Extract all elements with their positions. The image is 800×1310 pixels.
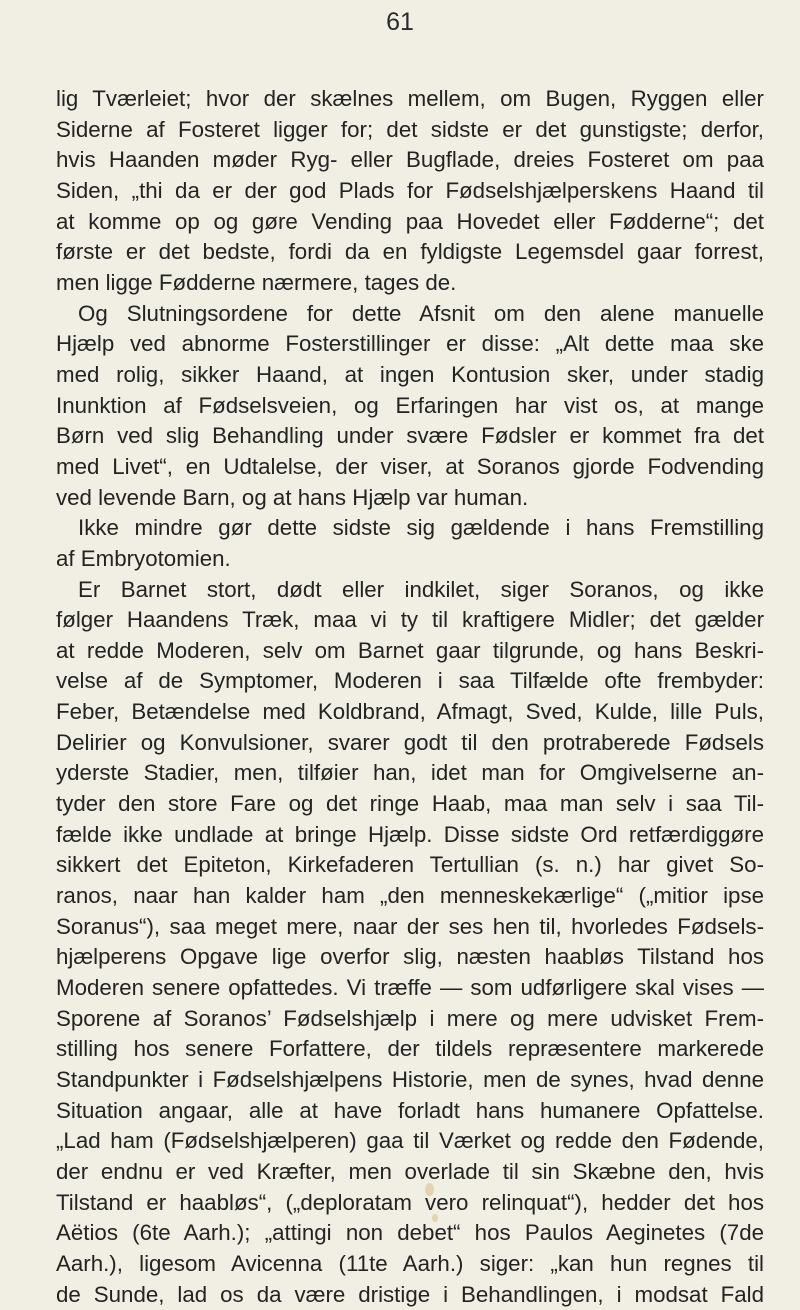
text-line: Og Slutningsordene for dette Afsnit om den alene manuelle xyxy=(78,300,764,326)
text-line: Hjælp ved abnorme Fosterstillinger er disse: „Alt dette maa ske xyxy=(56,331,764,357)
text-line: velse af de Symptomer, Moderen i saa Tilfælde ofte frembyder: xyxy=(56,668,764,694)
text-line: lig Tværleiet; hvor der skælnes mellem, om Bugen, Ryggen eller xyxy=(56,86,764,111)
text-line: sikkert det Epiteton, Kirkefaderen Tertullian (s. n.) har givet So- xyxy=(56,852,764,878)
text-line: der endnu er ved Kræfter, men overlade til sin Skæbne den, hvis xyxy=(56,1158,764,1184)
text-line: Tilstand er haabløs“, („deploratam vero relinquat“), hedder det hos xyxy=(56,1189,764,1215)
text-line: at komme op og gøre Vending paa Hovedet eller Fødderne“; det xyxy=(56,208,764,234)
text-line: at redde Moderen, selv om Barnet gaar tilgrunde, og hans Beskri- xyxy=(56,637,764,663)
paper-stain xyxy=(425,1183,434,1196)
text-line: Inunktion af Fødselsveien, og Erfaringen har vist os, at mange xyxy=(56,392,764,418)
text-line: Aarh.), ligesom Avicenna (11te Aarh.) siger: „kan hun regnes til xyxy=(56,1250,764,1276)
text-line: hvis Haanden møder Ryg- eller Bugflade, dreies Fosteret om paa xyxy=(56,147,764,173)
text-line: Siden, „thi da er der god Plads for Fødselshjælperskens Haand til xyxy=(56,177,764,203)
text-line: tyder den store Fare og det ringe Haab, maa man selv i saa Til- xyxy=(56,791,764,817)
text-line: fælde ikke undlade at bringe Hjælp. Disse sidste Ord retfærdiggøre xyxy=(56,821,764,847)
text-line: Er Barnet stort, dødt eller indkilet, siger Soranos, og ikke xyxy=(78,576,764,602)
text-line: yderste Stadier, men, tilføier han, idet man for Omgivelserne an- xyxy=(56,760,764,786)
text-line: de Sunde, lad os da være dristige i Behandlingen, i modsat Fald xyxy=(56,1281,764,1307)
text-line: ved levende Barn, og at hans Hjælp var human. xyxy=(56,484,529,510)
text-line: Aëtios (6te Aarh.); „attingi non debet“ hos Paulos Aeginetes (7de xyxy=(56,1220,764,1246)
text-line: Ikke mindre gør dette sidste sig gældende i hans Fremstilling xyxy=(78,515,764,541)
text-line: Feber, Betændelse med Koldbrand, Afmagt, Sved, Kulde, lille Puls, xyxy=(56,699,764,725)
text-line: Soranus“), saa meget mere, naar der ses hen til, hvorledes Fødsels- xyxy=(56,913,764,939)
text-line: første er det bedste, fordi da en fyldigste Legemsdel gaar forrest, xyxy=(56,239,764,265)
text-line: „Lad ham (Fødselshjælperen) gaa til Værket og redde den Fødende, xyxy=(56,1128,764,1154)
text-line: Moderen senere opfattedes. Vi træffe — som udførligere skal vises — xyxy=(56,975,764,1001)
text-line: ranos, naar han kalder ham „den menneskekærlige“ („mitior ipse xyxy=(56,883,764,909)
page-number: 61 xyxy=(386,8,414,36)
text-line: med Livet“, en Udtalelse, der viser, at Soranos gjorde Fodvending xyxy=(56,453,764,479)
text-line: men ligge Fødderne nærmere, tages de. xyxy=(56,269,457,295)
text-line: Standpunkter i Fødselshjælpens Historie, men de synes, hvad denne xyxy=(56,1067,764,1092)
text-line: Børn ved slig Behandling under svære Fødsler er kommet fra det xyxy=(56,423,764,449)
body-text xyxy=(56,84,764,1310)
text-line: Delirier og Konvulsioner, svarer godt til den protraberede Fødsels xyxy=(56,729,764,755)
text-line: hjælperens Opgave lige overfor slig, næsten haabløs Tilstand hos xyxy=(56,944,764,970)
paper-stain xyxy=(432,1214,438,1222)
text-line: med rolig, sikker Haand, at ingen Kontusion sker, under stadig xyxy=(56,361,764,387)
text-line: stilling hos senere Forfattere, der tildels repræsentere markerede xyxy=(56,1036,764,1062)
text-line: Siderne af Fosteret ligger for; det sidste er det gunstigste; derfor, xyxy=(56,116,764,142)
text-line: følger Haandens Træk, maa vi ty til kraftigere Midler; det gælder xyxy=(56,607,764,633)
text-line: af Embryotomien. xyxy=(56,545,231,571)
text-line: Situation angaar, alle at have forladt hans humanere Opfattelse. xyxy=(56,1097,764,1123)
text-line: Sporene af Soranos’ Fødselshjælp i mere og mere udvisket Frem- xyxy=(56,1005,764,1031)
